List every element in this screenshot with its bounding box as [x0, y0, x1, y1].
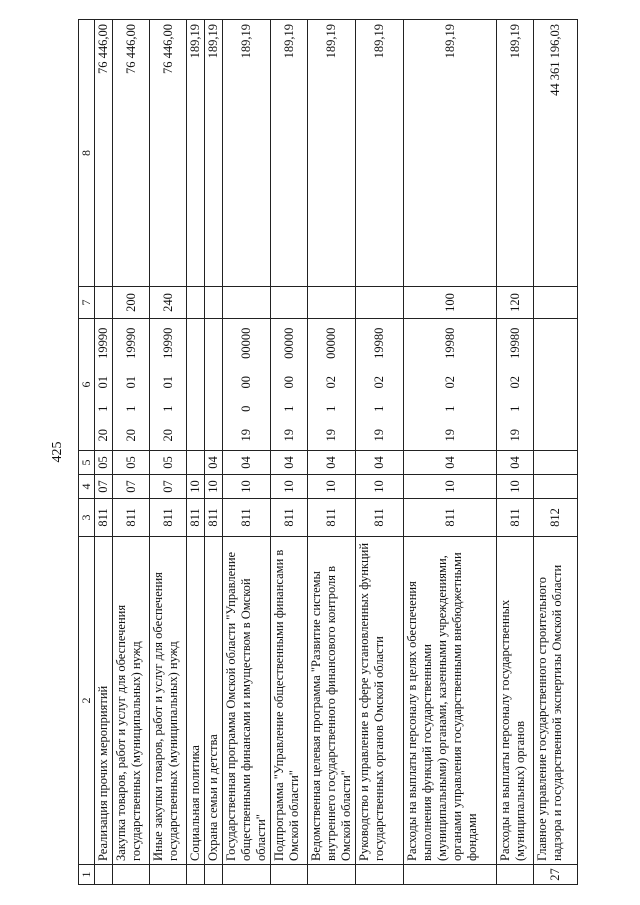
ministry-code-cell: 811: [404, 499, 497, 537]
header-row: [79, 20, 95, 885]
ministry-code-cell: 811: [356, 499, 404, 537]
target-article-part: 00000: [324, 327, 338, 359]
ministry-code-cell: 811: [95, 499, 113, 537]
row-number-cell: [497, 865, 534, 885]
item-name-cell: Расходы на выплаты персоналу государственных (муниципальных) органов: [497, 537, 534, 865]
target-article-part: 0: [239, 405, 253, 412]
item-name-cell: Ведомственная целевая программа "Развитие системы внутреннего государственного финансового контроля в Омской области": [308, 537, 356, 865]
budget-table: [78, 19, 578, 885]
item-name-cell: Закупка товаров, работ и услуг для обеспечения государственных (муниципальных) нужд: [113, 537, 150, 865]
target-article-part: 00000: [239, 327, 253, 359]
target-article-part: 1: [96, 405, 110, 412]
target-article-part: 1: [372, 405, 386, 412]
row-number-cell: [205, 865, 223, 885]
target-article-parts: [161, 319, 176, 450]
target-article-cell: [271, 319, 308, 451]
expense-type-cell: [271, 287, 308, 319]
target-article-part: 19990: [160, 327, 175, 359]
target-article-cell: [308, 319, 356, 451]
row-number-cell: [95, 865, 113, 885]
subsection-code-cell: 04: [404, 451, 497, 475]
ministry-code-cell: 811: [150, 499, 187, 537]
amount-cell: 189,19: [404, 20, 497, 287]
subsection-code-cell: [187, 451, 205, 475]
header-cell: 7: [79, 287, 95, 319]
target-article-parts: [282, 319, 297, 450]
target-article-cell: [223, 319, 271, 451]
target-article-part: 19: [442, 428, 457, 442]
table-row: [187, 20, 205, 885]
table-row: [404, 20, 497, 885]
row-number-cell: [223, 865, 271, 885]
table-row: [534, 20, 578, 885]
row-number-cell: [113, 865, 150, 885]
target-article-part: 19: [281, 428, 296, 442]
amount-cell: 189,19: [205, 20, 223, 287]
ministry-code-cell: 811: [271, 499, 308, 537]
target-article-cell: [404, 319, 497, 451]
header-cell: 3: [79, 499, 95, 537]
subsection-code-cell: 05: [113, 451, 150, 475]
target-article-cell: [356, 319, 404, 451]
ministry-code-cell: 811: [497, 499, 534, 537]
target-article-part: 19980: [442, 327, 457, 359]
expense-type-cell: 120: [497, 287, 534, 319]
target-article-part: 1: [123, 405, 138, 412]
target-article-part: 02: [507, 375, 522, 389]
target-article-part: 02: [442, 375, 457, 389]
section-code-cell: 07: [113, 475, 150, 499]
ministry-code-cell: 811: [308, 499, 356, 537]
item-name-cell: Социальная политика: [187, 537, 205, 865]
target-article-part: 1: [442, 405, 457, 412]
target-article-part: 19: [372, 428, 386, 442]
ministry-code-cell: 811: [187, 499, 205, 537]
expense-type-cell: [187, 287, 205, 319]
item-name-cell: Подпрограмма "Управление общественными финансами в Омской области": [271, 537, 308, 865]
section-code-cell: 10: [308, 475, 356, 499]
subsection-code-cell: 04: [356, 451, 404, 475]
expense-type-cell: [205, 287, 223, 319]
target-article-parts: [96, 319, 111, 450]
target-article-parts: [324, 319, 339, 450]
amount-cell: 76 446,00: [150, 20, 187, 287]
target-article-cell: [113, 319, 150, 451]
expense-type-cell: 240: [150, 287, 187, 319]
target-article-part: 01: [123, 375, 138, 389]
section-code-cell: 10: [205, 475, 223, 499]
target-article-part: 00: [239, 375, 253, 389]
section-code-cell: 10: [356, 475, 404, 499]
expense-type-cell: 200: [113, 287, 150, 319]
target-article-part: 1: [281, 405, 296, 412]
target-article-part: 1: [507, 405, 522, 412]
subsection-code-cell: [534, 451, 578, 475]
table-body: [95, 20, 578, 885]
amount-cell: 189,19: [308, 20, 356, 287]
subsection-code-cell: 05: [150, 451, 187, 475]
item-name-cell: Охрана семьи и детства: [205, 537, 223, 865]
target-article-parts: [508, 319, 523, 450]
row-number-cell: [356, 865, 404, 885]
target-article-part: 19: [507, 428, 522, 442]
subsection-code-cell: 05: [95, 451, 113, 475]
amount-cell: 44 361 196,03: [534, 20, 578, 287]
target-article-part: 19: [239, 428, 253, 442]
subsection-code-cell: 04: [223, 451, 271, 475]
target-article-cell: [150, 319, 187, 451]
item-name-cell: Реализация прочих мероприятий: [95, 537, 113, 865]
section-code-cell: 07: [95, 475, 113, 499]
row-number-cell: 27: [534, 865, 578, 885]
table-row: [271, 20, 308, 885]
target-article-part: 1: [324, 405, 338, 412]
target-article-part: 1: [160, 405, 175, 412]
ministry-code-cell: 811: [113, 499, 150, 537]
subsection-code-cell: 04: [205, 451, 223, 475]
expense-type-cell: [534, 287, 578, 319]
section-code-cell: 10: [404, 475, 497, 499]
section-code-cell: 10: [497, 475, 534, 499]
target-article-part: 20: [123, 428, 138, 442]
target-article-part: 02: [324, 375, 338, 389]
header-cell: 8: [79, 20, 95, 287]
subsection-code-cell: 04: [308, 451, 356, 475]
expense-type-cell: 100: [404, 287, 497, 319]
rotated-page: [78, 20, 614, 885]
expense-type-cell: [308, 287, 356, 319]
page-number: 425: [50, 441, 65, 463]
target-article-parts: [372, 319, 387, 450]
amount-cell: 189,19: [187, 20, 205, 287]
target-article-part: 00: [281, 375, 296, 389]
amount-cell: 189,19: [497, 20, 534, 287]
target-article-part: 19980: [372, 327, 386, 359]
target-article-cell: [534, 319, 578, 451]
section-code-cell: 07: [150, 475, 187, 499]
table-row: [95, 20, 113, 885]
header-cell: 6: [79, 319, 95, 451]
target-article-part: 20: [96, 428, 110, 442]
header-cell: 4: [79, 475, 95, 499]
expense-type-cell: [95, 287, 113, 319]
amount-cell: 189,19: [223, 20, 271, 287]
item-name-cell: Расходы на выплаты персоналу в целях обеспечения выполнения функций государственными (муниципальными) органами, казенными учреждениями, органами управления государственными внебюджетными фондами: [404, 537, 497, 865]
target-article-cell: [95, 319, 113, 451]
item-name-cell: Иные закупки товаров, работ и услуг для обеспечения государственных (муниципальных) нужд: [150, 537, 187, 865]
target-article-cell: [187, 319, 205, 451]
target-article-parts: [239, 319, 254, 450]
expense-type-cell: [356, 287, 404, 319]
ministry-code-cell: 811: [205, 499, 223, 537]
target-article-cell: [205, 319, 223, 451]
amount-cell: 189,19: [356, 20, 404, 287]
target-article-part: 20: [160, 428, 175, 442]
target-article-part: 19980: [507, 327, 522, 359]
section-code-cell: 10: [223, 475, 271, 499]
target-article-parts: [124, 319, 139, 450]
table-row: [308, 20, 356, 885]
header-cell: 5: [79, 451, 95, 475]
target-article-part: 19990: [96, 327, 110, 359]
subsection-code-cell: 04: [497, 451, 534, 475]
row-number-cell: [187, 865, 205, 885]
item-name-cell: Главное управление государственного строительного надзора и государственной экспертизы Омской области: [534, 537, 578, 865]
target-article-part: 01: [96, 375, 110, 389]
ministry-code-cell: 812: [534, 499, 578, 537]
table-row: [205, 20, 223, 885]
table-row: [150, 20, 187, 885]
table-row: [113, 20, 150, 885]
ministry-code-cell: 811: [223, 499, 271, 537]
target-article-cell: [497, 319, 534, 451]
table-row: [223, 20, 271, 885]
section-code-cell: 10: [187, 475, 205, 499]
target-article-parts: [443, 319, 458, 450]
amount-cell: 189,19: [271, 20, 308, 287]
target-article-part: 00000: [281, 327, 296, 359]
row-number-cell: [308, 865, 356, 885]
header-cell: 1: [79, 865, 95, 885]
item-name-cell: Руководство и управление в сфере установленных функций государственных органов Омской области: [356, 537, 404, 865]
target-article-part: 02: [372, 375, 386, 389]
target-article-part: 19: [324, 428, 338, 442]
target-article-part: 19990: [123, 327, 138, 359]
section-code-cell: [534, 475, 578, 499]
section-code-cell: 10: [271, 475, 308, 499]
row-number-cell: [271, 865, 308, 885]
target-article-part: 01: [160, 375, 175, 389]
row-number-cell: [404, 865, 497, 885]
subsection-code-cell: 04: [271, 451, 308, 475]
row-number-cell: [150, 865, 187, 885]
expense-type-cell: [223, 287, 271, 319]
amount-cell: 76 446,00: [113, 20, 150, 287]
table-row: [356, 20, 404, 885]
table-row: [497, 20, 534, 885]
amount-cell: 76 446,00: [95, 20, 113, 287]
header-cell: 2: [79, 537, 95, 865]
item-name-cell: Государственная программа Омской области "Управление общественными финансами и имуществом в Омской области": [223, 537, 271, 865]
